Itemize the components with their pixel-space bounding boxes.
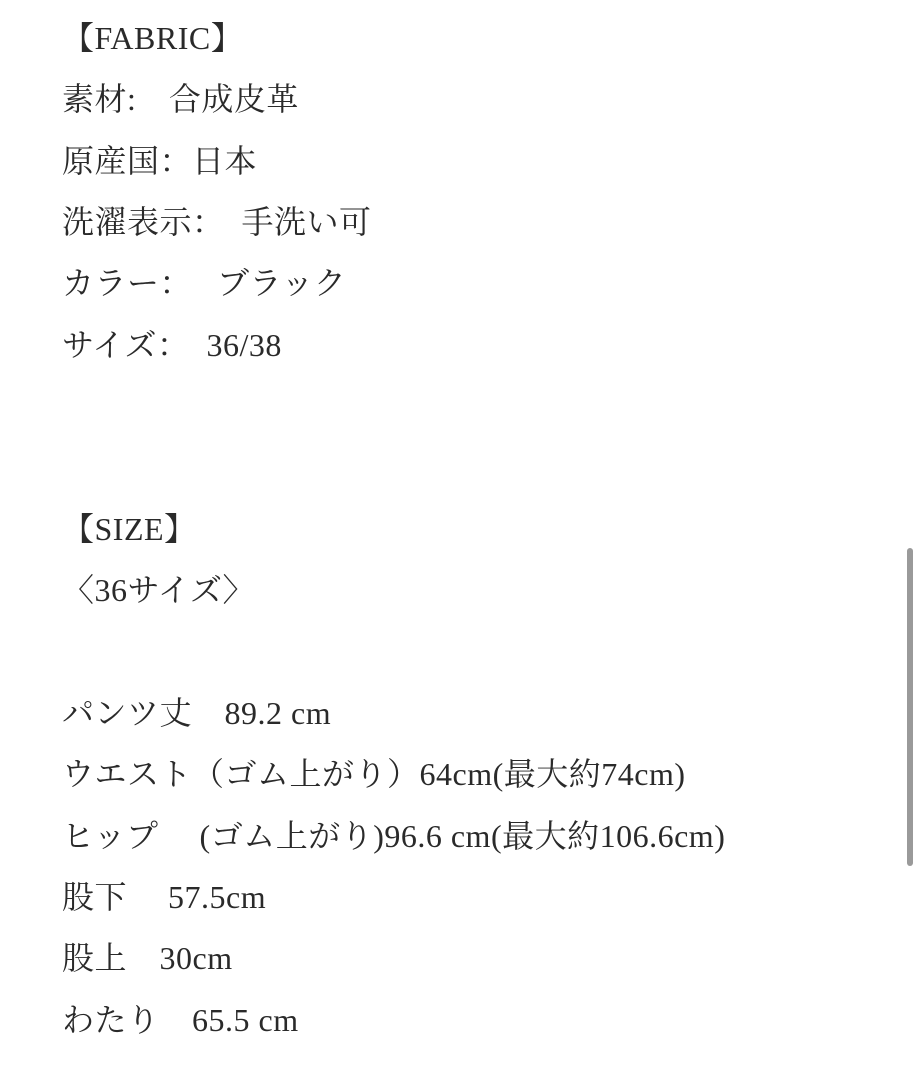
scrollbar[interactable] [907, 548, 913, 866]
origin-line: 原産国：日本 [62, 143, 258, 179]
size-variant-label: 〈36サイズ〉 [62, 572, 255, 608]
washing-line: 洗濯表示： 手洗い可 [62, 204, 372, 240]
material-line: 素材: 合成皮革 [62, 81, 299, 117]
measurement-row: パンツ丈 89.2 cm [62, 695, 332, 731]
color-line: カラー： ブラック [62, 265, 347, 301]
measurement-row: 股下 57.5cm [62, 879, 267, 915]
measurement-row: 股上 30cm [62, 940, 233, 976]
size-options-line: サイズ： 36/38 [62, 327, 282, 363]
measurement-row: ヒップ (ゴム上がり)96.6 cm(最大約106.6cm) [62, 818, 726, 854]
measurement-row: わたり 65.5 cm [62, 1002, 299, 1038]
size-heading: 【SIZE】 [62, 511, 197, 547]
measurement-row: ウエスト（ゴム上がり）64cm(最大約74cm) [62, 756, 686, 792]
fabric-heading: 【FABRIC】 [62, 20, 244, 56]
